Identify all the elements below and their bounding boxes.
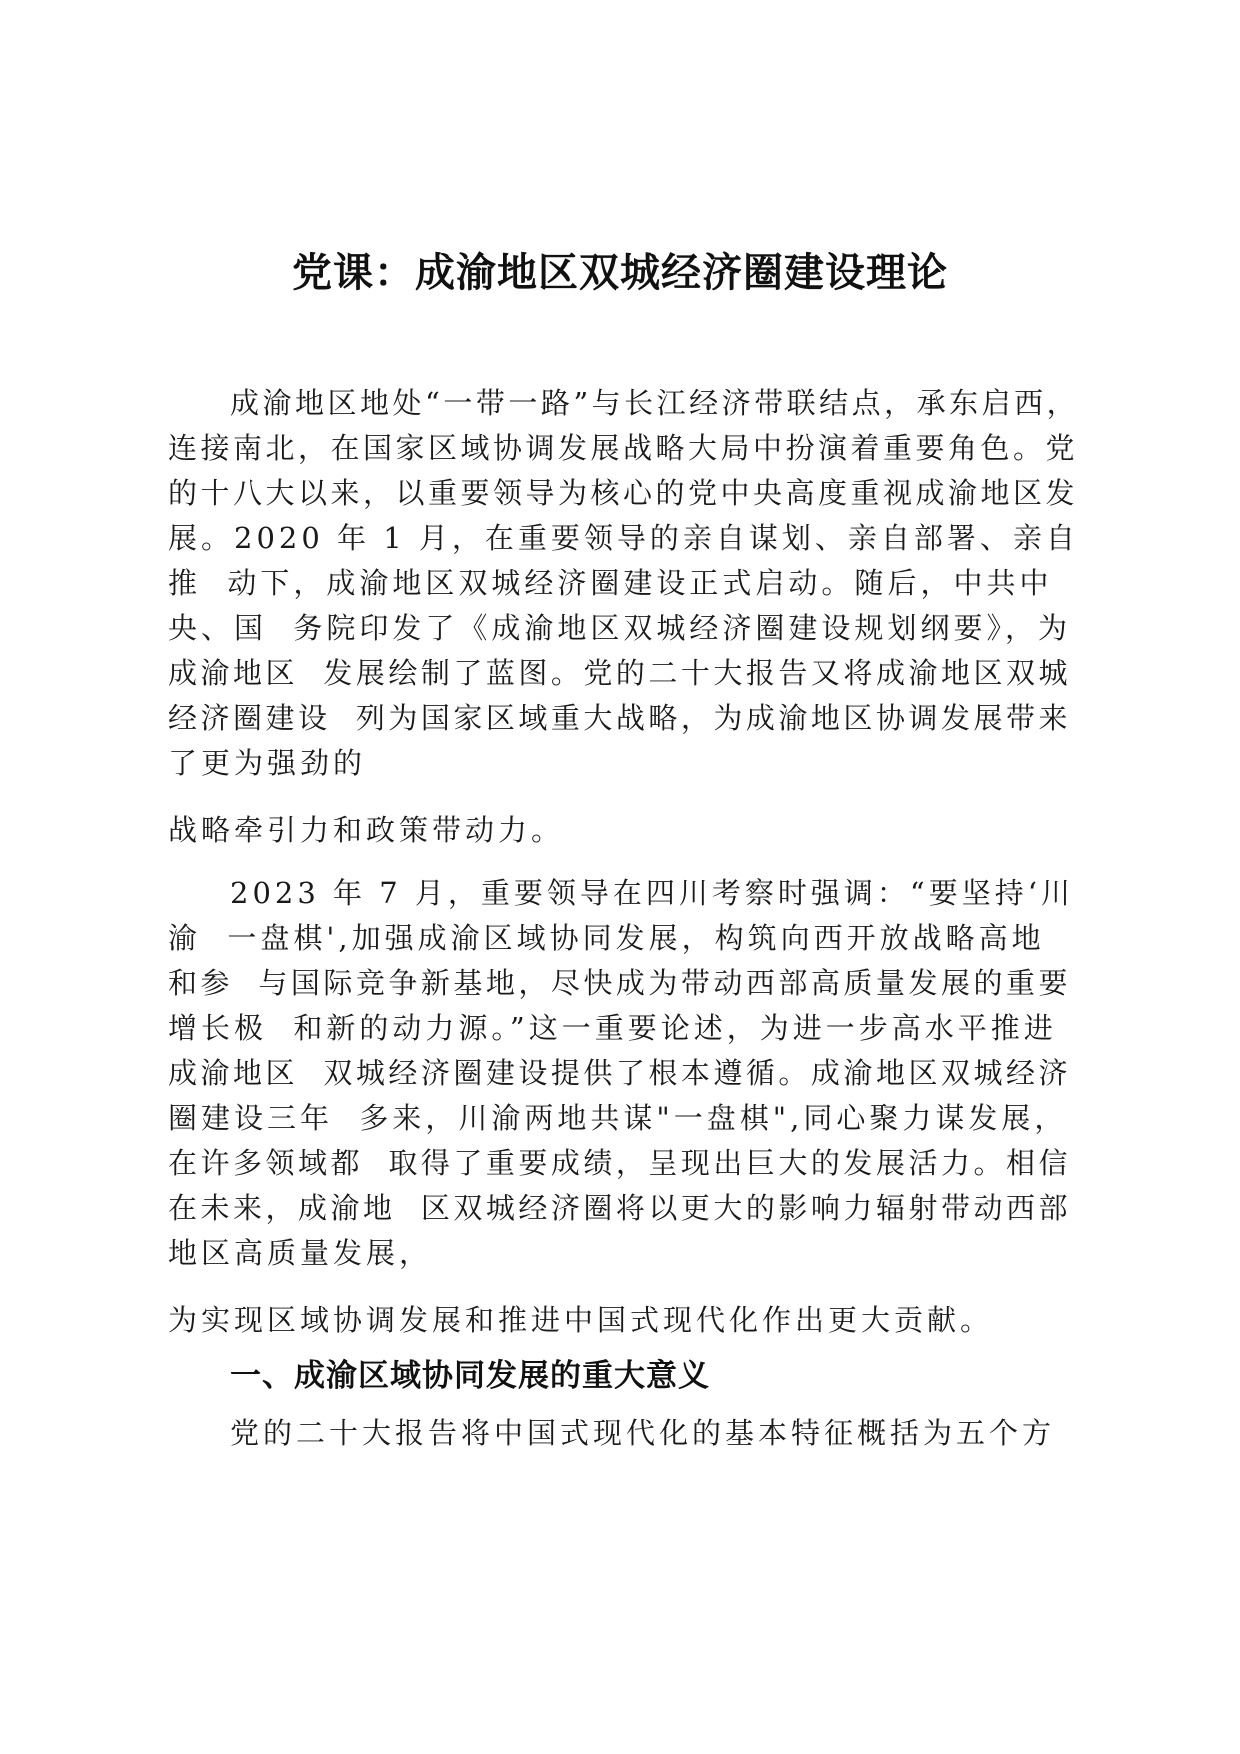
paragraph-line: 展。2020 年 1 月，在重要领导的亲自谋划、亲自部署、亲自 bbox=[168, 521, 1079, 555]
paragraph-line: 在许多领域都 取得了重要成绩，呈现出巨大的发展活力。相信 bbox=[168, 1146, 1071, 1180]
paragraph-line: 渝 一盘棋',加强成渝区域协同发展，构筑向西开放战略高地 bbox=[168, 921, 1045, 955]
section-heading: 一、成渝区域协同发展的重大意义 bbox=[230, 1358, 710, 1394]
paragraph-line: 增长极 和新的动力源。”这一重要论述，为进一步高水平推进 bbox=[168, 1011, 1057, 1045]
paragraph-line: 成渝地区 发展绘制了蓝图。党的二十大报告又将成渝地区双城 bbox=[168, 656, 1071, 690]
paragraph-line: 2023 年 7 月，重要领导在四川考察时强调：“要坚持‘川 bbox=[230, 876, 1074, 910]
paragraph-line: 战略牵引力和政策带动力。 bbox=[168, 813, 565, 847]
paragraph-line: 成渝地区 双城经济圈建设提供了根本遵循。成渝地区双城经济 bbox=[168, 1056, 1071, 1090]
paragraph-line: 推 动下，成渝地区双城经济圈建设正式启动。随后，中共中 bbox=[168, 566, 1053, 600]
paragraph-line: 的十八大以来，以重要领导为核心的党中央高度重视成渝地区发 bbox=[168, 476, 1079, 510]
paragraph-line: 连接南北，在国家区域协调发展战略大局中扮演着重要角色。党 bbox=[168, 431, 1079, 465]
document-title: 党课：成渝地区双城经济圈建设理论 bbox=[292, 250, 948, 296]
paragraph-line: 了更为强劲的 bbox=[168, 746, 367, 780]
paragraph-line: 经济圈建设 列为国家区域重大战略，为成渝地区协调发展带来 bbox=[168, 701, 1071, 735]
paragraph-line: 地区高质量发展， bbox=[168, 1236, 433, 1270]
paragraph-line: 和参 与国际竞争新基地，尽快成为带动西部高质量发展的重要 bbox=[168, 966, 1071, 1000]
paragraph-line: 党的二十大报告将中国式现代化的基本特征概括为五个方 bbox=[230, 1416, 1056, 1450]
paragraph-line: 央、国 务院印发了《成渝地区双城经济圈建设规划纲要》，为 bbox=[168, 611, 1071, 645]
paragraph-line: 圈建设三年 多来，川渝两地共谋"一盘棋",同心聚力谋发展， bbox=[168, 1101, 1068, 1135]
paragraph-line: 成渝地区地处“一带一路”与长江经济带联结点，承东启西， bbox=[230, 386, 1080, 420]
paragraph-line: 在未来，成渝地 区双城经济圈将以更大的影响力辐射带动西部 bbox=[168, 1191, 1071, 1225]
paragraph-line: 为实现区域协调发展和推进中国式现代化作出更大贡献。 bbox=[168, 1303, 994, 1337]
